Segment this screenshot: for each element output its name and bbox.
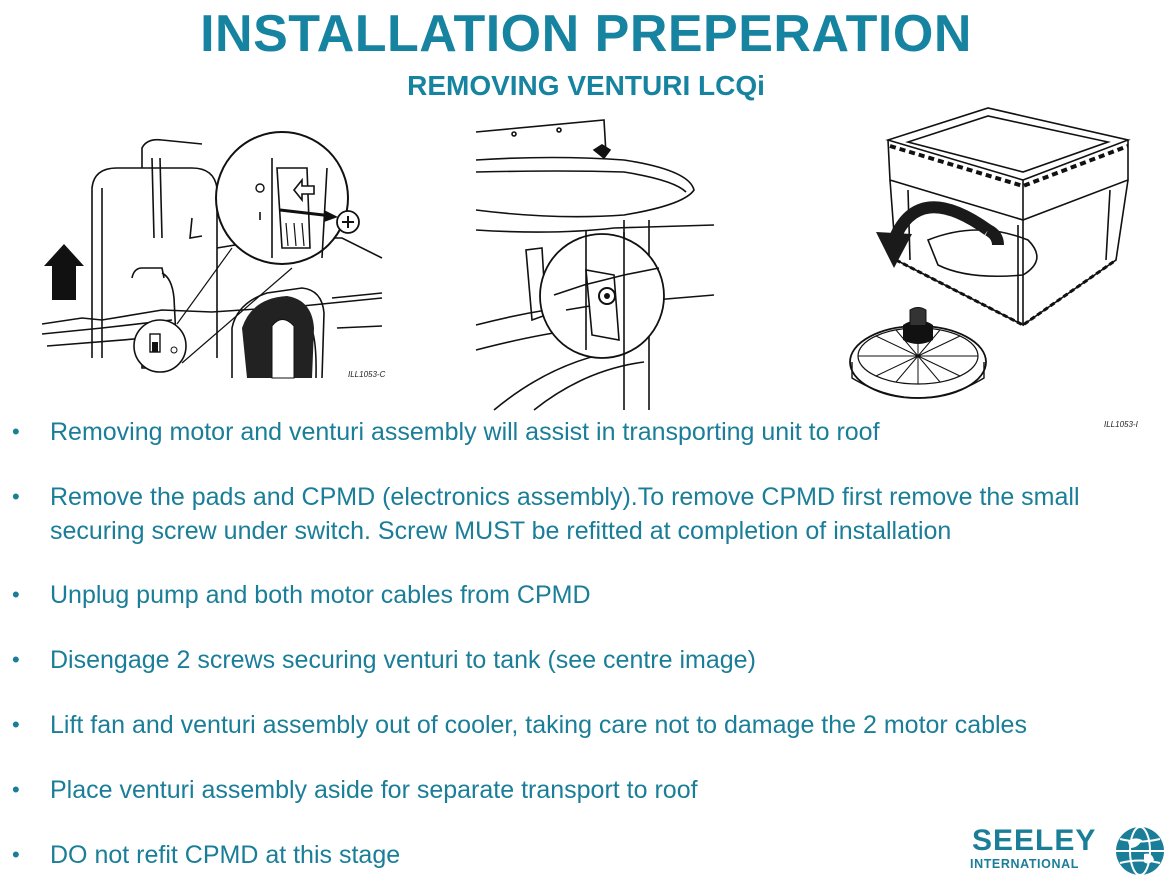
- left-illustration: [42, 128, 388, 384]
- list-item-text: Remove the pads and CPMD (electronics assembly).To remove CPMD first remove the small securing screw under switch. Screw MUST be refitted at completion of installation: [50, 483, 1080, 545]
- bullet-symbol: •: [12, 712, 20, 737]
- list-item-text: Unplug pump and both motor cables from CPMD: [50, 581, 591, 609]
- bullet-symbol: •: [12, 419, 20, 444]
- cooler-venturi-drawing: [848, 100, 1144, 410]
- seeley-logo: [968, 824, 1168, 880]
- bullet-symbol: •: [12, 484, 20, 509]
- center-illustration: [474, 110, 714, 412]
- bullet-symbol: •: [12, 777, 20, 802]
- list-item-text: DO not refit CPMD at this stage: [50, 841, 401, 869]
- logo-name: SEELEY: [972, 824, 1097, 857]
- right-illustration-label: ILL1053-I: [1104, 420, 1138, 429]
- page-subtitle: REMOVING VENTURI LCQi: [407, 70, 765, 101]
- venturi-screw-drawing: [474, 110, 714, 412]
- bullet-symbol: •: [12, 582, 20, 607]
- page-title: INSTALLATION PREPERATION: [200, 5, 972, 63]
- motor-cpmd-drawing: [42, 128, 388, 384]
- globe-icon: [1114, 824, 1166, 878]
- bullet-symbol: •: [12, 842, 20, 867]
- bullet-symbol: •: [12, 647, 20, 672]
- left-illustration-label: ILL1053-C: [348, 370, 386, 379]
- list-item-text: Disengage 2 screws securing venturi to tank (see centre image): [50, 646, 756, 674]
- list-item-text: Removing motor and venturi assembly will assist in transporting unit to roof: [50, 418, 880, 446]
- list-item-text: Lift fan and venturi assembly out of cooler, taking care not to damage the 2 motor cables: [50, 711, 1027, 739]
- logo-subtitle: INTERNATIONAL: [970, 857, 1079, 871]
- list-item-text: Place venturi assembly aside for separate transport to roof: [50, 776, 698, 804]
- right-illustration: [848, 100, 1144, 429]
